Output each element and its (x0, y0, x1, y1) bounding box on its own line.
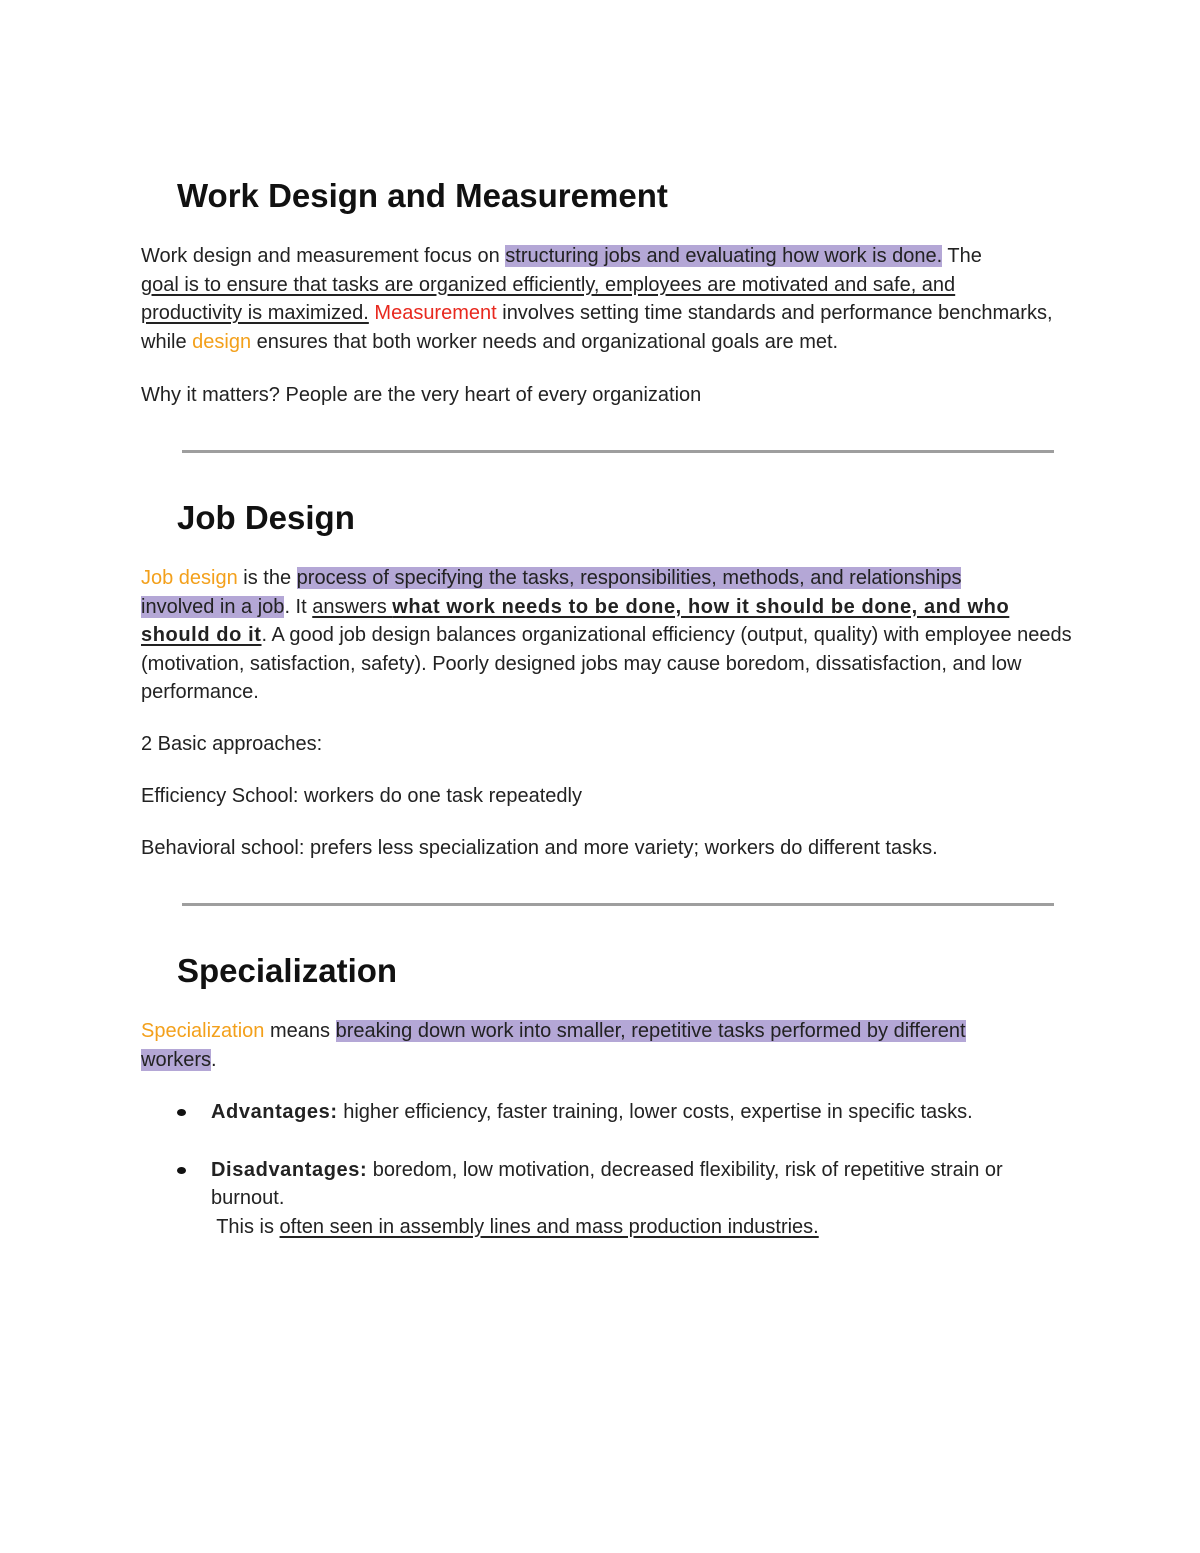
heading-job-design: Job Design (177, 499, 355, 536)
text-span: . It (284, 595, 313, 618)
bullet-dot-icon (177, 1167, 186, 1174)
term-job-design: Job design (141, 567, 238, 589)
highlight-span: structuring jobs and evaluating how work is done. (505, 245, 943, 267)
paragraph-behavioral-school: Behavioral school: prefers less specialization and more variety; workers do different tasks. (141, 837, 938, 859)
text-span: Work design and measurement focus on (141, 245, 506, 267)
paragraph-specialization-definition (141, 1017, 1076, 1074)
highlight-span: involved in a job (141, 595, 285, 618)
underline-span: answers (312, 595, 393, 618)
bullet-text: higher efficiency, faster training, lower costs, expertise in specific tasks. (337, 1101, 973, 1123)
bold-underline-span: what work needs to be done, how it should be done, and who (392, 595, 1010, 618)
paragraph-job-design-definition (141, 564, 1076, 707)
bullet-label: Disadvantages: (211, 1158, 368, 1181)
bullet-extra-text: This is (211, 1215, 280, 1238)
text-span: . (211, 1048, 217, 1071)
text-span: is the (237, 567, 297, 589)
heading-specialization: Specialization (177, 952, 398, 989)
text-span: ensures that both worker needs and organizational goals are met. (251, 330, 839, 353)
highlight-span: workers (141, 1048, 212, 1071)
specialization-bullet-list (141, 1098, 1076, 1241)
bullet-dot-icon (177, 1109, 186, 1116)
underline-span: productivity is maximized. (141, 302, 369, 324)
horizontal-rule (182, 450, 1054, 453)
paragraph-work-design-intro (141, 242, 1076, 356)
bullet-disadvantages (141, 1156, 1076, 1242)
term-design: design (192, 330, 252, 353)
text-span: The (942, 245, 982, 267)
paragraph-why-it-matters: Why it matters? People are the very heart of every organization (141, 384, 702, 406)
underline-span: goal is to ensure that tasks are organized efficiently, employees are motivated and safe, and (141, 273, 956, 296)
paragraph-efficiency-school: Efficiency School: workers do one task repeatedly (141, 785, 582, 807)
text-span: . A good job design balances organizational efficiency (output, quality) with employee needs (motivation, satisfaction, safety). Poorly designed jobs may cause boredom, dissatisfaction, and low performance. (141, 624, 1072, 703)
bullet-text: boredom, low motivation, decreased flexibility, risk of repetitive strain or burnout. (211, 1158, 1003, 1209)
text-span: means (264, 1020, 336, 1042)
bullet-label: Advantages: (211, 1101, 338, 1123)
intro-line-1 (141, 245, 982, 267)
horizontal-rule (182, 903, 1054, 906)
bold-underline-span: should do it (141, 624, 262, 646)
highlight-span: breaking down work into smaller, repetitive tasks performed by different (335, 1020, 966, 1042)
term-specialization: Specialization (141, 1020, 265, 1042)
underline-span: often seen in assembly lines and mass production industries. (279, 1215, 819, 1238)
highlight-span: process of specifying the tasks, responsibilities, methods, and relationships (296, 567, 962, 589)
text-span: involves setting time standards and performance benchmarks, while (141, 302, 1053, 353)
paragraph-basic-approaches: 2 Basic approaches: (141, 733, 323, 755)
bullet-advantages (141, 1098, 1076, 1127)
heading-work-design: Work Design and Measurement (177, 177, 668, 214)
term-measurement: Measurement (374, 302, 497, 324)
